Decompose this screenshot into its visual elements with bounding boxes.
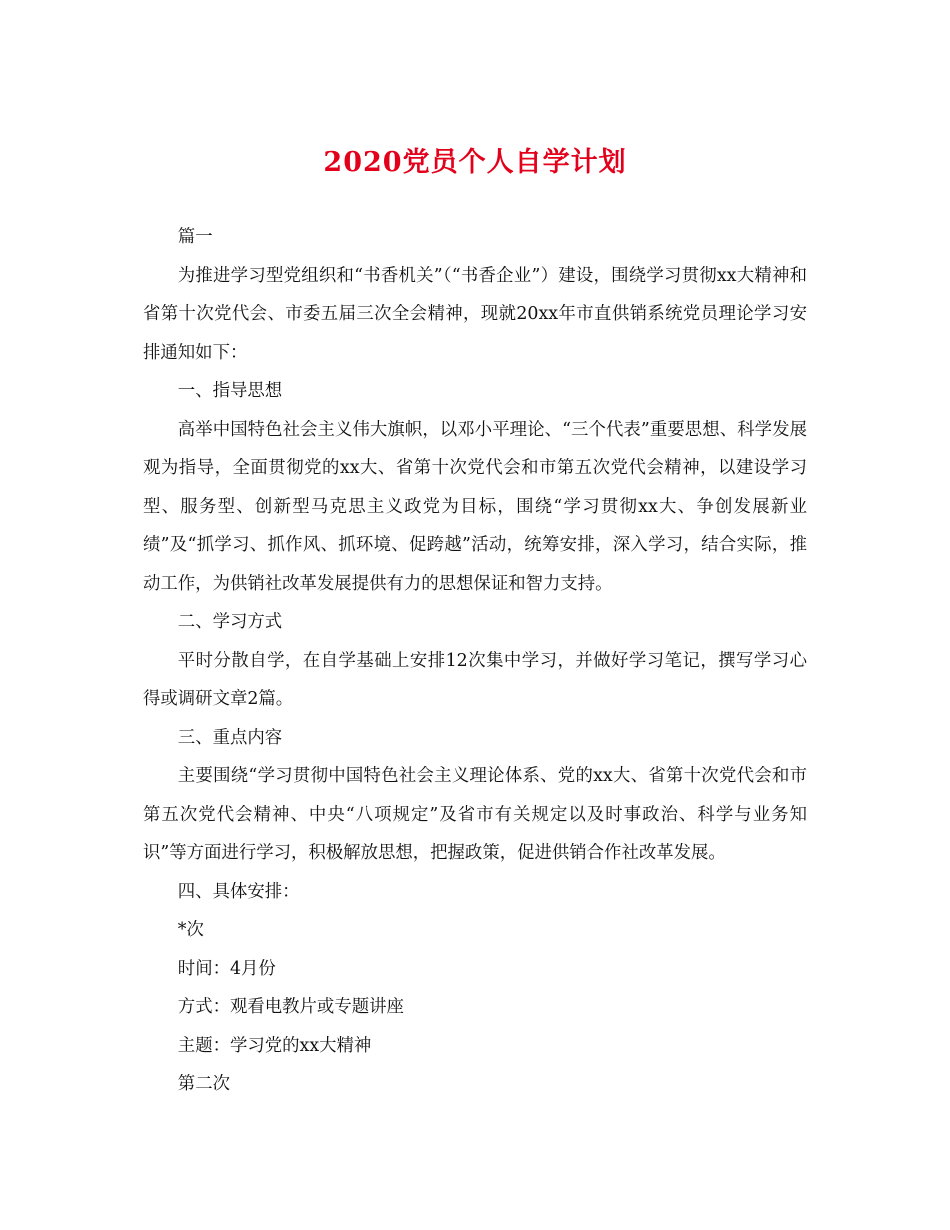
session-first-time: 时间：4月份 bbox=[177, 958, 276, 979]
session-first-label: *次 bbox=[177, 920, 204, 940]
document-body bbox=[143, 218, 807, 1104]
heading-guiding-ideology: 一、指导思想 bbox=[177, 381, 283, 401]
heading-specific-arrangement: 四、具体安排： bbox=[177, 881, 300, 902]
intro-paragraph: 为推进学习型党组织和“书香机关”（“书香企业”）建设，围绕学习贯彻xx大精神和省第十次党代会、市委五届三次全会精神，现就20xx年市直供销系统党员理论学习安排通知如下： bbox=[143, 265, 807, 363]
guiding-ideology-paragraph: 高举中国特色社会主义伟大旗帜，以邓小平理论、“三个代表”重要思想、科学发展观为指导，全面贯彻党的xx大、省第十次党代会和市第五次党代会精神，以建设学习型、服务型、创新型马克思主义政党为目标，围绕“学习贯彻xx大、争创发展新业绩”及“抓学习、抓作风、抓环境、促跨越”活动，统筹安排，深入学习，结合实际，推动工作，为供销社改革发展提供有力的思想保证和智力支持。 bbox=[143, 419, 807, 594]
session-first-method: 方式：观看电教片或专题讲座 bbox=[177, 997, 404, 1017]
document-title: 2020党员个人自学计划 bbox=[323, 147, 627, 178]
heading-key-content: 三、重点内容 bbox=[177, 727, 283, 748]
session-first-topic: 主题：学习党的xx大精神 bbox=[177, 1035, 372, 1056]
section-heading-part-one: 篇一 bbox=[177, 227, 213, 247]
study-method-paragraph: 平时分散自学，在自学基础上安排12次集中学习，并做好学习笔记，撰写学习心得或调研文章2篇。 bbox=[143, 650, 807, 709]
session-second-label: 第二次 bbox=[177, 1074, 230, 1094]
key-content-paragraph: 主要围绕“学习贯彻中国特色社会主义理论体系、党的xx大、省第十次党代会和市第五次党代会精神、中央“八项规定”及省市有关规定以及时事政治、科学与业务知识”等方面进行学习，积极解放思想，把握政策，促进供销合作社改革发展。 bbox=[143, 766, 807, 863]
heading-study-method: 二、学习方式 bbox=[177, 612, 283, 632]
